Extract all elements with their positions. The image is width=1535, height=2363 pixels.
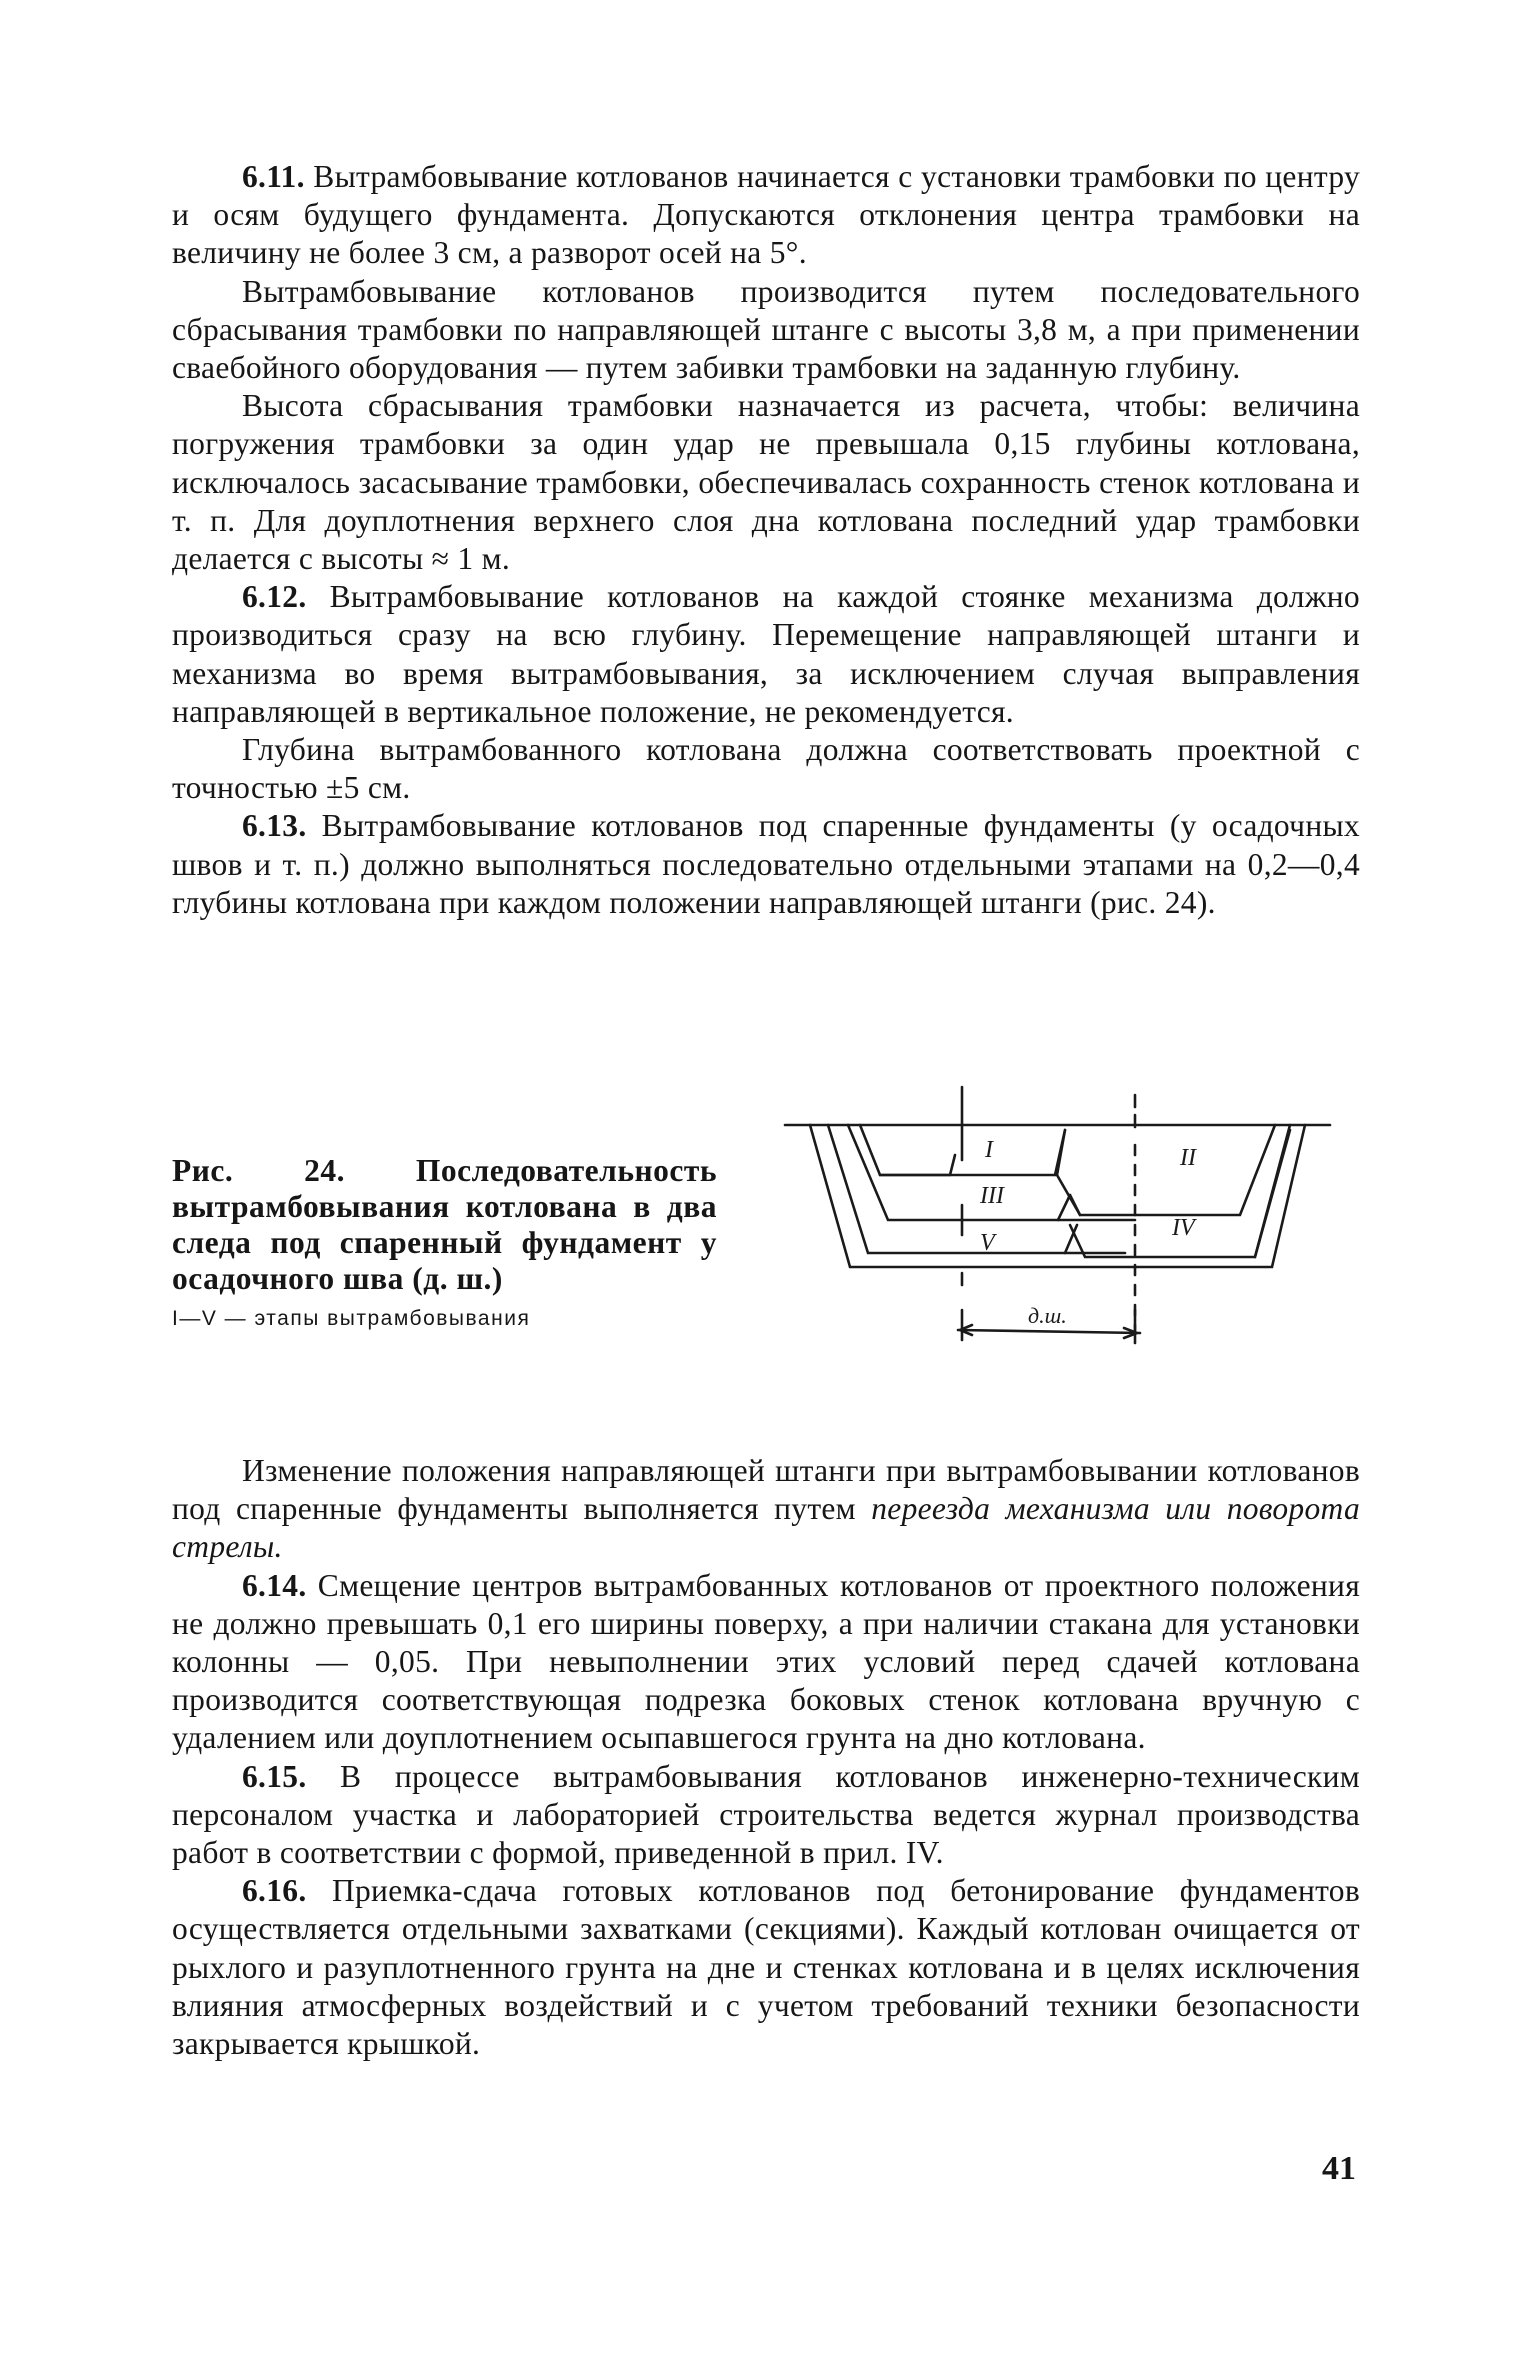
paragraph-text: Вытрамбовывание котлованов производится путем последовательного сбрасывания трамбовки по направляющей штанге с высоты 3,8 м, а при применении сваебойного оборудования — путем забивки трамбовки на заданную глубину. xyxy=(172,273,1360,386)
excavation-diagram-svg xyxy=(780,1085,1340,1405)
paragraph-text: В процессе вытрамбовывания котлованов инженерно-техническим персоналом участка и лабораторией строительства ведется журнал производства работ в соответствии с формой, приведенной в прил. IV. xyxy=(172,1758,1360,1871)
paragraph-text: Высота сбрасывания трамбовки назначается из расчета, чтобы: величина погружения трамбовки за один удар не превышала 0,15 глубины котлована, исключалось засасывание трамбовки, обеспечивалась сохранность стенок котлована и т. п. Для доуплотнения верхнего слоя дна котлована последний удар трамбовки делается с высоты ≈ 1 м. xyxy=(172,388,1360,577)
paragraph xyxy=(172,731,1360,807)
paragraph-6-14 xyxy=(172,1567,1360,1758)
paragraph-6-16 xyxy=(172,1872,1360,2063)
figure-24-excavation-diagram xyxy=(780,1085,1340,1405)
section-number: 6.15. xyxy=(242,1758,307,1794)
paragraph-6-11 xyxy=(172,158,1360,273)
figure-caption-legend: I—V — этапы вытрамбовывания xyxy=(172,1307,531,1330)
paragraph-6-15 xyxy=(172,1758,1360,1873)
stage-i-boundary xyxy=(860,1125,955,1175)
pit-outer-contour xyxy=(810,1125,1305,1267)
paragraph-text: Вытрамбовывание котлованов на каждой стоянке механизма должно производиться сразу на всю глубину. Перемещение направляющей штанги и механизма во время вытрамбовывания, за исключением случая выправления направляющей в вертикальное положение, не рекомендуется. xyxy=(172,579,1360,729)
stage-ii-boundary xyxy=(1057,1125,1275,1215)
stage-label-v: V xyxy=(980,1230,995,1256)
figure-caption xyxy=(172,1153,717,1331)
paragraph-italic-text: переезда механизма или поворота стрелы. xyxy=(172,1491,1361,1565)
page-number: 41 xyxy=(1322,2150,1356,2187)
paragraph-text: Смещение центров вытрамбованных котлованов от проектного положения не должно превышать 0,1 его ширины поверху, а при наличии стакана для установки колонны — 0,05. При невыполнении этих условий перед сдачей котлована производится соответствующая подрезка боковых стенок котлована вручную с удалением или доуплотнением осыпавшегося грунта на дно котлована. xyxy=(172,1567,1360,1756)
stage-v-boundary xyxy=(828,1125,1125,1253)
paragraph-6-12 xyxy=(172,578,1360,731)
paragraph xyxy=(172,273,1360,388)
stage-label-i: I xyxy=(985,1137,993,1163)
section-number: 6.16. xyxy=(242,1873,307,1909)
figure-caption-title: Рис. 24. Последовательность вытрамбовывания котлована в два следа под спаренный фундамент у осадочного шва (д. ш.) xyxy=(172,1153,717,1296)
dimension-line xyxy=(958,1330,1140,1333)
paragraph xyxy=(172,387,1360,578)
section-number: 6.12. xyxy=(242,579,307,615)
stage-label-iii: III xyxy=(980,1183,1004,1209)
paragraph-text: Приемка-сдача готовых котлованов под бетонирование фундаментов осуществляется отдельными захватками (секциями). Каждый котлован очищается от рыхлого и разуплотненного грунта на дне и стенках котлована и в целях исключения влияния атмосферных воздействий и с учетом требований техники безопасности закрывается крышкой. xyxy=(172,1873,1360,2062)
section-number: 6.14. xyxy=(242,1567,307,1603)
joint-label: д.ш. xyxy=(1028,1303,1067,1328)
paragraph-6-13 xyxy=(172,807,1360,922)
stage-label-ii: II xyxy=(1180,1145,1196,1171)
paragraph-text: Изменение положения направляющей штанги при вытрамбовывании котлованов под спаренные фундаменты выполняется путем xyxy=(172,1453,1360,1527)
paragraph xyxy=(172,1452,1360,1567)
text-block-top xyxy=(172,158,1360,922)
section-number: 6.11. xyxy=(242,159,305,194)
text-block-bottom xyxy=(172,1452,1360,2063)
paragraph-text: Вытрамбовывание котлованов под спаренные фундаменты (у осадочных швов и т. п.) должно выполняться последовательно отдельными этапами на 0,2—0,4 глубины котлована при каждом положении направляющей штанги (рис. 24). xyxy=(172,808,1360,920)
paragraph-text: Вытрамбовывание котлованов начинается с установки трамбовки по центру и осям будущего фундамента. Допускаются отклонения центра трамбовки на величину не более 3 см, а разворот осей на 5°. xyxy=(172,159,1360,271)
stage-label-iv: IV xyxy=(1172,1215,1195,1241)
paragraph-text: Глубина вытрамбованного котлована должна соответствовать проектной с точностью ±5 см. xyxy=(172,732,1360,806)
section-number: 6.13. xyxy=(242,808,307,844)
